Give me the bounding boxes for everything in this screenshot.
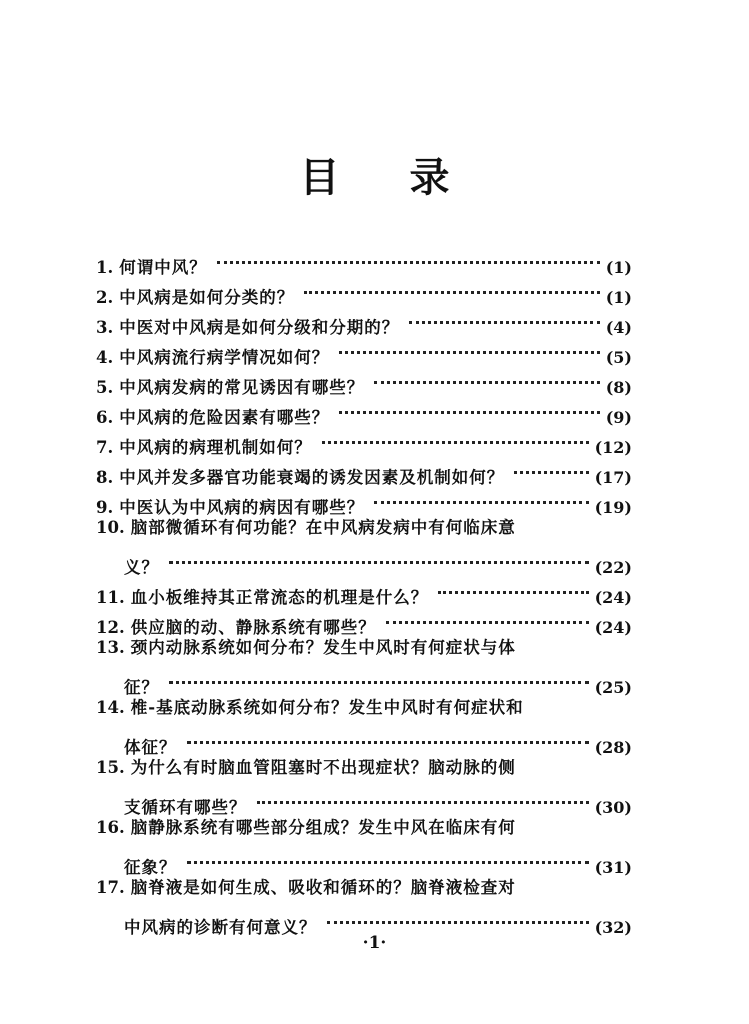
toc-entry-title: 何谓中风？: [119, 258, 207, 277]
dot-leader: [409, 303, 599, 333]
toc-entry-page: (5): [605, 348, 632, 367]
toc-entry-number: 13.: [96, 638, 125, 657]
dot-leader: [217, 243, 600, 273]
toc-entry: [96, 603, 632, 637]
toc-entry-number: 16.: [96, 818, 125, 837]
toc-entry-title: 血小板维持其正常流态的机理是什么？: [130, 588, 429, 607]
toc-entry: [96, 333, 632, 367]
toc-entry-continuation: [96, 843, 632, 877]
toc-entry-title-continued: 征？: [124, 678, 159, 697]
toc-entry-title-continued: 体征？: [124, 738, 177, 757]
toc-entry: [96, 753, 632, 783]
toc-entry-page: (1): [605, 288, 632, 307]
toc-entry-title: 脑静脉系统有哪些部分组成？发生中风在临床有何: [130, 818, 516, 837]
toc-entry-title: 中医认为中风病的病因有哪些？: [119, 498, 365, 517]
toc-entry-page: (24): [594, 618, 632, 637]
toc-entry: [96, 693, 632, 723]
toc-entry: [96, 363, 632, 397]
toc-entry-title: 脑部微循环有何功能？在中风病发病中有何临床意: [130, 518, 516, 537]
toc-entry-page: (25): [594, 678, 632, 697]
toc-entry-page: (30): [594, 798, 632, 817]
toc-entry-number: 2.: [96, 288, 114, 307]
toc-entry-continuation: [96, 663, 632, 697]
toc-entry-continuation: [96, 903, 632, 937]
toc-entry-page: (22): [594, 558, 632, 577]
toc-entry: [96, 513, 632, 543]
toc-entry: [96, 633, 632, 663]
toc-entry-title-continued: 义？: [124, 558, 159, 577]
toc-entry-number: 15.: [96, 758, 125, 777]
toc-entry-title: 颈内动脉系统如何分布？发生中风时有何症状与体: [130, 638, 516, 657]
toc-entry-title: 中风病的危险因素有哪些？: [119, 408, 330, 427]
toc-entry-number: 1.: [96, 258, 114, 277]
toc-entry: [96, 303, 632, 337]
table-of-contents: [96, 243, 632, 937]
page-title: [0, 146, 749, 203]
dot-leader: [339, 393, 599, 423]
dot-leader: [169, 663, 589, 693]
dot-leader: [187, 723, 589, 753]
toc-entry-title: 中风并发多器官功能衰竭的诱发因素及机制如何？: [119, 468, 505, 487]
toc-entry-title-continued: 支循环有哪些？: [124, 798, 247, 817]
toc-entry-title: 椎-基底动脉系统如何分布？发生中风时有何症状和: [130, 698, 524, 717]
toc-entry-title: 中风病流行病学情况如何？: [119, 348, 330, 367]
toc-entry-title: 中医对中风病是如何分级和分期的？: [119, 318, 400, 337]
dot-leader: [322, 423, 589, 453]
toc-entry: [96, 813, 632, 843]
toc-entry-continuation: [96, 723, 632, 757]
toc-entry-page: (24): [594, 588, 632, 607]
toc-entry-page: (1): [605, 258, 632, 277]
toc-entry-continuation: [96, 783, 632, 817]
dot-leader: [339, 333, 599, 363]
toc-entry-page: (9): [605, 408, 632, 427]
toc-entry-page: (12): [594, 438, 632, 457]
toc-entry-number: 8.: [96, 468, 114, 487]
toc-entry-title: 脑脊液是如何生成、吸收和循环的？脑脊液检查对: [130, 878, 516, 897]
dot-leader: [514, 453, 588, 483]
toc-entry-number: 6.: [96, 408, 114, 427]
toc-entry-continuation: [96, 543, 632, 577]
dot-leader: [257, 783, 589, 813]
toc-entry-number: 10.: [96, 518, 125, 537]
toc-entry-number: 14.: [96, 698, 125, 717]
page-number: ·1·: [362, 933, 387, 953]
dot-leader: [304, 273, 599, 303]
toc-entry-number: 5.: [96, 378, 114, 397]
toc-entry: [96, 573, 632, 607]
toc-entry-number: 7.: [96, 438, 114, 457]
toc-entry-page: (28): [594, 738, 632, 757]
toc-entry-page: (4): [605, 318, 632, 337]
toc-entry-number: 4.: [96, 348, 114, 367]
title-char-1: 目: [299, 154, 340, 201]
dot-leader: [187, 843, 589, 873]
toc-entry-title: 为什么有时脑血管阻塞时不出现症状？脑动脉的侧: [130, 758, 516, 777]
toc-entry: [96, 483, 632, 517]
dot-leader: [374, 363, 599, 393]
toc-entry-page: (32): [594, 918, 632, 937]
toc-entry-number: 3.: [96, 318, 114, 337]
toc-entry-title-continued: 征象？: [124, 858, 177, 877]
toc-entry-title-continued: 中风病的诊断有何意义？: [124, 918, 317, 937]
toc-entry-title: 中风病是如何分类的？: [119, 288, 295, 307]
toc-entry-number: 12.: [96, 618, 125, 637]
toc-entry-page: (8): [605, 378, 632, 397]
toc-entry: [96, 873, 632, 903]
dot-leader: [327, 903, 589, 933]
toc-entry: [96, 393, 632, 427]
toc-entry: [96, 453, 632, 487]
toc-entry-page: (17): [594, 468, 632, 487]
toc-entry-page: (19): [594, 498, 632, 517]
toc-entry-title: 供应脑的动、静脉系统有哪些？: [130, 618, 376, 637]
dot-leader: [374, 483, 588, 513]
toc-entry-title: 中风病发病的常见诱因有哪些？: [119, 378, 365, 397]
toc-entry: [96, 243, 632, 277]
toc-entry-number: 17.: [96, 878, 125, 897]
toc-entry-number: 9.: [96, 498, 114, 517]
toc-entry-page: (31): [594, 858, 632, 877]
dot-leader: [438, 573, 588, 603]
toc-entry: [96, 273, 632, 307]
toc-entry: [96, 423, 632, 457]
title-char-2: 录: [409, 154, 450, 201]
dot-leader: [169, 543, 589, 573]
toc-entry-number: 11.: [96, 588, 125, 607]
toc-entry-title: 中风病的病理机制如何？: [119, 438, 312, 457]
dot-leader: [386, 603, 589, 633]
